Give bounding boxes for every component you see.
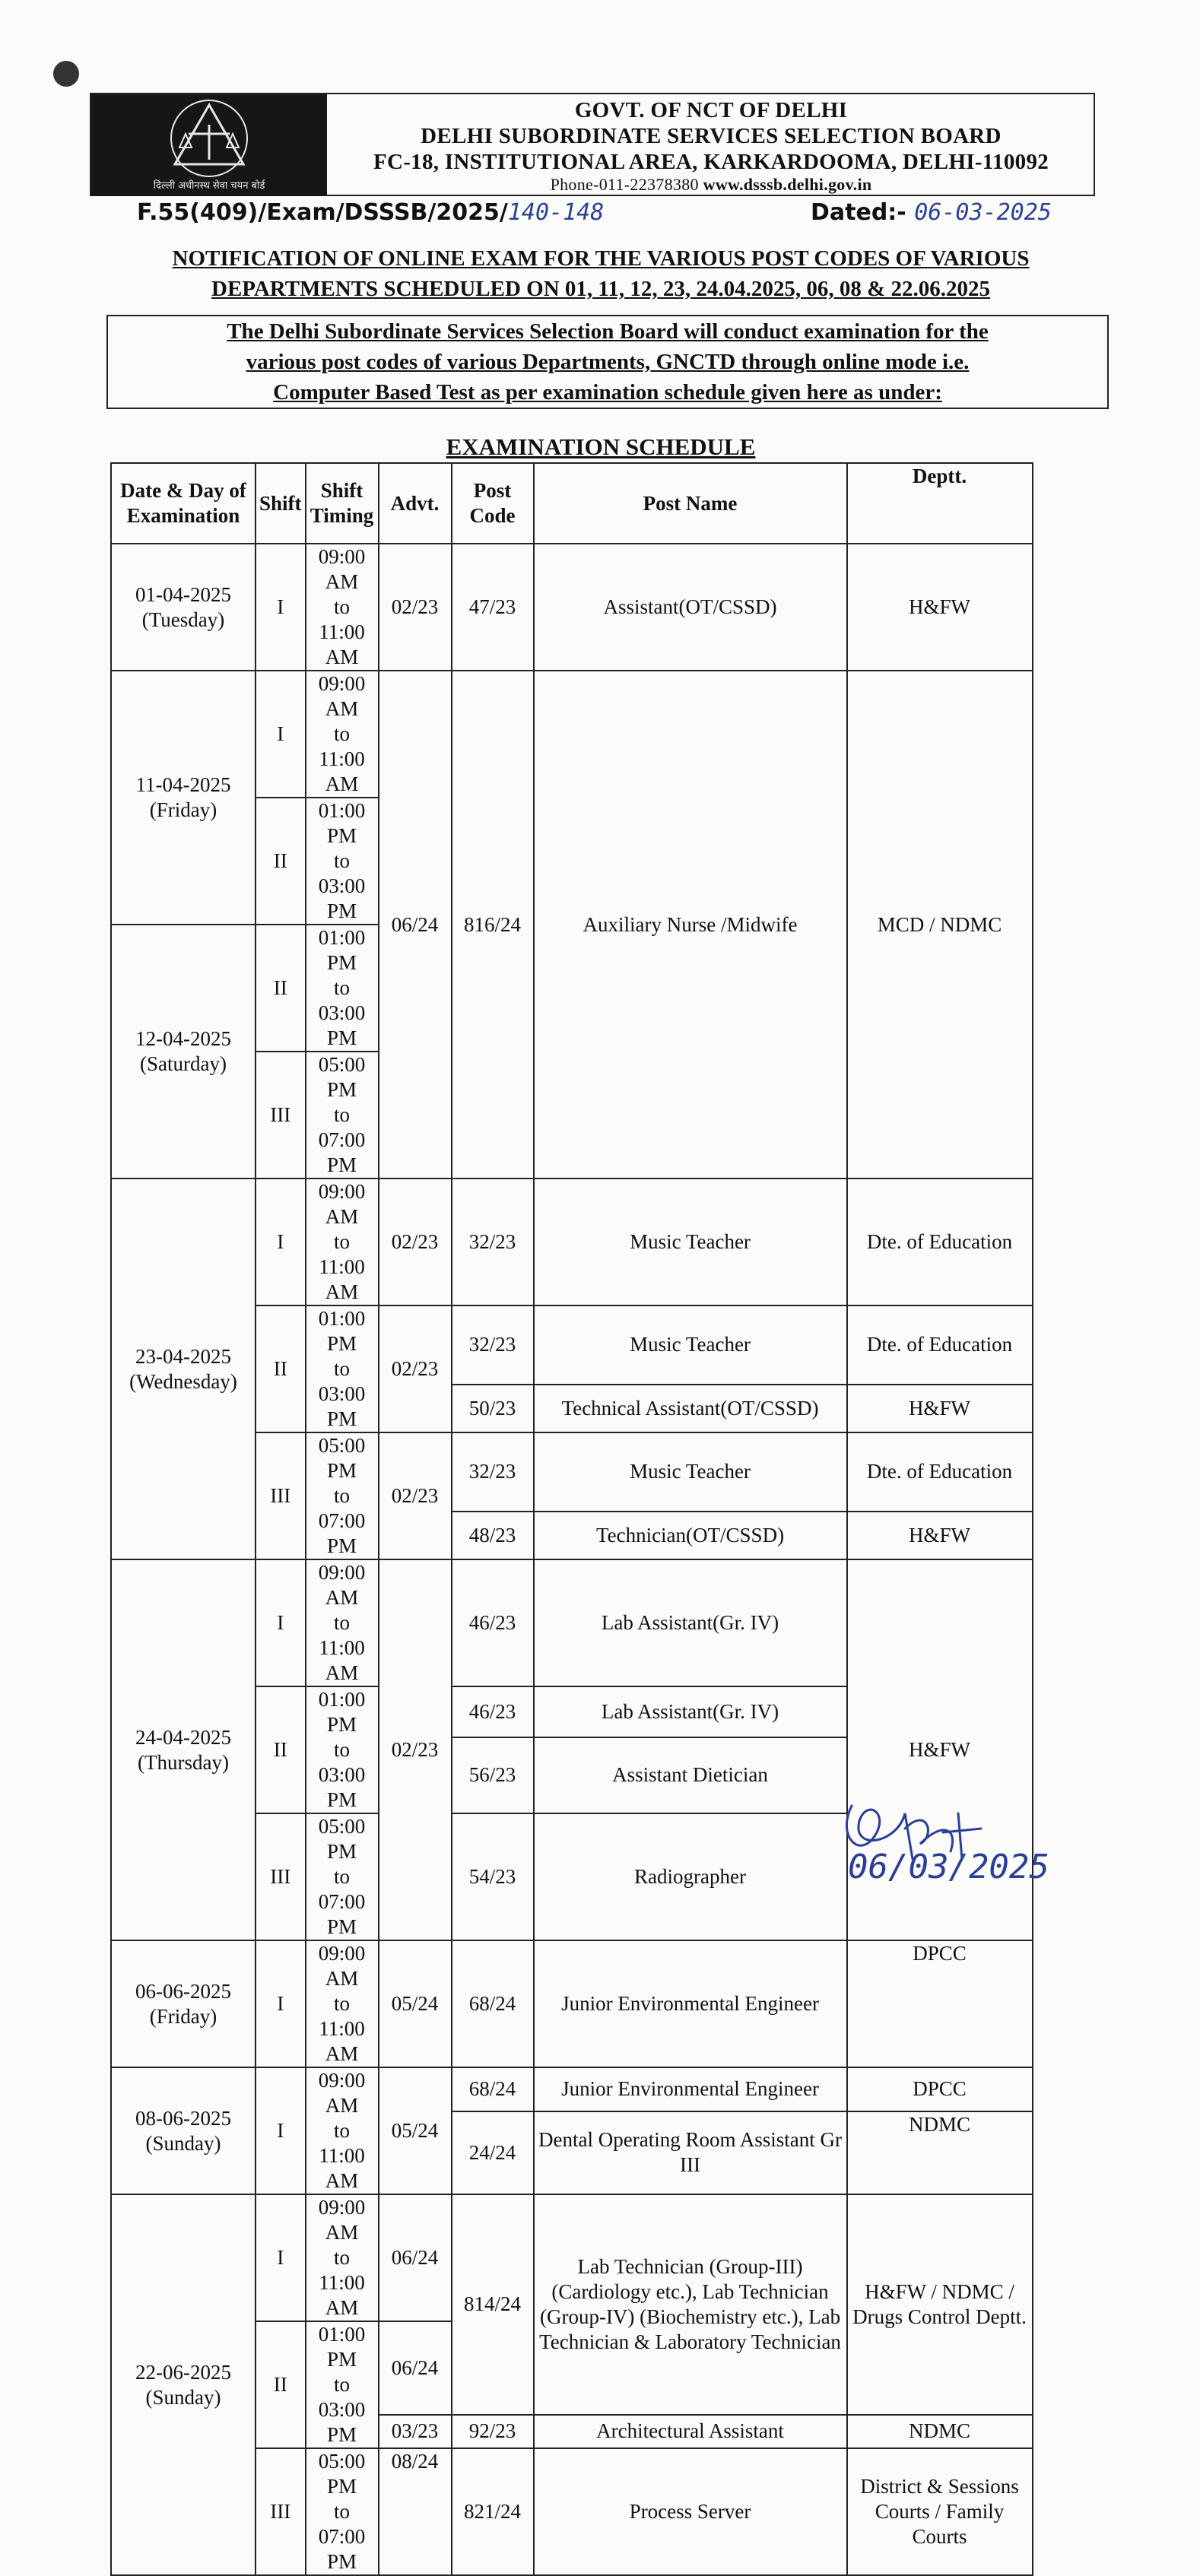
col-advt: Advt. — [379, 463, 452, 544]
col-shift: Shift — [256, 463, 306, 544]
timing-cell: 09:00 AM to 11:00 AM — [306, 2194, 379, 2321]
shift-cell: I — [256, 2067, 306, 2194]
dept-cell: H&FW — [847, 544, 1033, 671]
post-name-cell: Assistant(OT/CSSD) — [534, 544, 847, 671]
dated-label: Dated:- — [811, 199, 906, 226]
post-name-cell: Dental Operating Room Assistant Gr III — [534, 2111, 847, 2194]
letterhead — [90, 93, 1095, 196]
post-code-cell: 68/24 — [452, 1940, 534, 2067]
shift-cell: III — [256, 1432, 306, 1559]
advt-cell: 02/23 — [379, 1559, 452, 1940]
phone-number: Phone-011-22378380 — [550, 175, 699, 194]
post-name-cell: Music Teacher — [534, 1179, 847, 1305]
dept-cell: H&FW — [847, 1385, 1033, 1432]
col-timing: Shift Timing — [306, 463, 379, 544]
advt-cell: 06/24 — [379, 671, 452, 1179]
post-code-cell: 48/23 — [452, 1512, 534, 1559]
timing-cell: 05:00 PM to 07:00 PM — [306, 1813, 379, 1940]
col-post-code: Post Code — [452, 463, 534, 544]
signature-date: 06/03/2025 — [848, 1848, 1049, 1886]
dept-cell: District & Sessions Courts / Family Courts — [847, 2448, 1033, 2575]
table-row — [111, 544, 1033, 671]
intro-line: various post codes of various Departments, GNCTD through online mode i.e. — [246, 350, 970, 374]
post-code-cell: 24/24 — [452, 2111, 534, 2194]
timing-cell: 05:00 PM to 07:00 PM — [306, 2448, 379, 2575]
advt-cell: 02/23 — [379, 1305, 452, 1432]
dept-cell: Dte. of Education — [847, 1432, 1033, 1512]
date-cell: 06-06-2025 (Friday) — [111, 1940, 256, 2067]
advt-cell: 02/23 — [379, 1179, 452, 1305]
shift-cell: I — [256, 671, 306, 798]
timing-cell: 05:00 PM to 07:00 PM — [306, 1052, 379, 1179]
post-code-cell: 47/23 — [452, 544, 534, 671]
dsssb-emblem — [91, 94, 327, 196]
file-number-printed: F.55(409)/Exam/DSSSB/2025/ — [137, 199, 508, 226]
date-cell: 08-06-2025 (Sunday) — [111, 2067, 256, 2194]
shift-cell: III — [256, 2448, 306, 2575]
date-cell: 11-04-2025 (Friday) — [111, 671, 256, 925]
dept-cell: Dte. of Education — [847, 1305, 1033, 1385]
post-name-cell: Technical Assistant(OT/CSSD) — [534, 1385, 847, 1432]
timing-cell: 01:00 PM to 03:00 PM — [306, 2321, 379, 2448]
timing-cell: 09:00 AM to 11:00 AM — [306, 1179, 379, 1305]
govt-line: GOVT. OF NCT OF DELHI — [574, 98, 848, 122]
advt-cell: 05/24 — [379, 2067, 452, 2194]
notification-title-line: NOTIFICATION OF ONLINE EXAM FOR THE VARIOUS POST CODES OF VARIOUS — [172, 246, 1030, 271]
col-date: Date & Day of Examination — [111, 463, 256, 544]
file-number — [137, 199, 604, 226]
table-row — [111, 2194, 1033, 2321]
post-name-cell: Music Teacher — [534, 1432, 847, 1512]
notification-title-line: DEPARTMENTS SCHEDULED ON 01, 11, 12, 23, 24.04.2025, 06, 08 & 22.06.2025 — [211, 277, 990, 301]
post-code-cell: 68/24 — [452, 2067, 534, 2111]
table-row — [111, 671, 1033, 798]
col-dept: Deptt. — [847, 463, 1033, 544]
post-name-cell: Technician(OT/CSSD) — [534, 1512, 847, 1559]
post-code-cell: 32/23 — [452, 1432, 534, 1512]
timing-cell: 01:00 PM to 03:00 PM — [306, 925, 379, 1052]
table-row — [111, 2067, 1033, 2111]
col-post-name: Post Name — [534, 463, 847, 544]
timing-cell: 05:00 PM to 07:00 PM — [306, 1432, 379, 1559]
post-name-cell: Radiographer — [534, 1813, 847, 1940]
timing-cell: 09:00 AM to 11:00 AM — [306, 2067, 379, 2194]
timing-cell: 01:00 PM to 03:00 PM — [306, 1305, 379, 1432]
exam-schedule-table — [110, 462, 1033, 2576]
timing-cell: 09:00 AM to 11:00 AM — [306, 1559, 379, 1686]
dept-cell: H&FW — [847, 1559, 1033, 1940]
advt-cell: 02/23 — [379, 1432, 452, 1559]
timing-cell: 01:00 PM to 03:00 PM — [306, 1686, 379, 1813]
dept-cell: H&FW / NDMC / Drugs Control Deptt. — [847, 2194, 1033, 2415]
dated-handwritten: 06-03-2025 — [914, 199, 1052, 226]
intro-line: The Delhi Subordinate Services Selection Board will conduct examination for the — [227, 319, 989, 344]
post-code-cell: 46/23 — [452, 1686, 534, 1737]
post-code-cell: 32/23 — [452, 1179, 534, 1305]
timing-cell: 01:00 PM to 03:00 PM — [306, 798, 379, 925]
notification-title — [106, 243, 1095, 304]
post-code-cell: 32/23 — [452, 1305, 534, 1385]
shift-cell: II — [256, 925, 306, 1052]
post-code-cell: 821/24 — [452, 2448, 534, 2575]
shift-cell: I — [256, 1559, 306, 1686]
date-cell: 24-04-2025 (Thursday) — [111, 1559, 256, 1940]
board-address: FC-18, INSTITUTIONAL AREA, KARKARDOOMA, DELHI-110092 — [373, 150, 1049, 174]
post-name-cell: Lab Technician (Group-III) (Cardiology etc.), Lab Technician (Group-IV) (Biochemistry etc.), Lab Technician & Laboratory Technician — [534, 2194, 847, 2415]
advt-cell: 06/24 — [379, 2194, 452, 2321]
dept-cell: MCD / NDMC — [847, 671, 1033, 1179]
advt-cell: 08/24 — [379, 2448, 452, 2575]
dept-cell: DPCC — [847, 2067, 1033, 2111]
shift-cell: I — [256, 1940, 306, 2067]
post-code-cell: 50/23 — [452, 1385, 534, 1432]
post-code-cell: 54/23 — [452, 1813, 534, 1940]
emblem-motto: दिल्ली अधीनस्थ सेवा चयन बोर्ड — [153, 180, 265, 192]
post-name-cell: Assistant Dietician — [534, 1737, 847, 1813]
dept-cell: NDMC — [847, 2415, 1033, 2448]
shift-cell: I — [256, 544, 306, 671]
date-cell: 01-04-2025 (Tuesday) — [111, 544, 256, 671]
post-code-cell: 46/23 — [452, 1559, 534, 1686]
advt-cell: 02/23 — [379, 544, 452, 671]
advt-cell: 03/23 — [379, 2415, 452, 2448]
post-code-cell: 816/24 — [452, 671, 534, 1179]
timing-cell: 09:00 AM to 11:00 AM — [306, 671, 379, 798]
date-cell: 22-06-2025 (Sunday) — [111, 2194, 256, 2575]
post-code-cell: 56/23 — [452, 1737, 534, 1813]
post-name-cell: Lab Assistant(Gr. IV) — [534, 1559, 847, 1686]
date-cell: 23-04-2025 (Wednesday) — [111, 1179, 256, 1559]
table-row — [111, 1940, 1033, 2067]
timing-cell: 09:00 AM to 11:00 AM — [306, 1940, 379, 2067]
post-name-cell: Process Server — [534, 2448, 847, 2575]
shift-cell: I — [256, 1179, 306, 1305]
shift-cell: II — [256, 1686, 306, 1813]
post-name-cell: Music Teacher — [534, 1305, 847, 1385]
post-name-cell: Auxiliary Nurse /Midwife — [534, 671, 847, 1179]
post-code-cell: 92/23 — [452, 2415, 534, 2448]
post-name-cell: Junior Environmental Engineer — [534, 1940, 847, 2067]
shift-cell: I — [256, 2194, 306, 2321]
shift-cell: III — [256, 1813, 306, 1940]
board-name: DELHI SUBORDINATE SERVICES SELECTION BOARD — [421, 124, 1002, 148]
post-code-cell: 814/24 — [452, 2194, 534, 2415]
timing-cell: 09:00 AM to 11:00 AM — [306, 544, 379, 671]
shift-cell: II — [256, 1305, 306, 1432]
post-name-cell: Architectural Assistant — [534, 2415, 847, 2448]
file-number-handwritten: 140-148 — [507, 199, 605, 226]
contact-line — [333, 175, 1089, 195]
table-row — [111, 1179, 1033, 1305]
intro-line: Computer Based Test as per examination schedule given here as under: — [273, 380, 942, 404]
dept-cell: NDMC — [847, 2111, 1033, 2194]
dept-cell: H&FW — [847, 1512, 1033, 1559]
post-name-cell: Junior Environmental Engineer — [534, 2067, 847, 2111]
intro-box — [106, 315, 1109, 409]
advt-cell: 05/24 — [379, 1940, 452, 2067]
scales-of-justice-logo — [91, 94, 327, 196]
shift-cell: II — [256, 798, 306, 925]
table-row — [111, 1559, 1033, 1686]
dept-cell: Dte. of Education — [847, 1179, 1033, 1305]
shift-cell: III — [256, 1052, 306, 1179]
date-cell: 12-04-2025 (Saturday) — [111, 925, 256, 1179]
schedule-title: EXAMINATION SCHEDULE — [446, 433, 756, 460]
website-link[interactable]: www.dsssb.delhi.gov.in — [703, 175, 872, 194]
dept-cell: DPCC — [847, 1940, 1033, 2067]
punch-hole — [53, 61, 79, 87]
shift-cell: II — [256, 2321, 306, 2448]
post-name-cell: Lab Assistant(Gr. IV) — [534, 1686, 847, 1737]
dated — [811, 199, 1052, 226]
advt-cell: 06/24 — [379, 2321, 452, 2415]
table-header-row — [111, 463, 1033, 544]
